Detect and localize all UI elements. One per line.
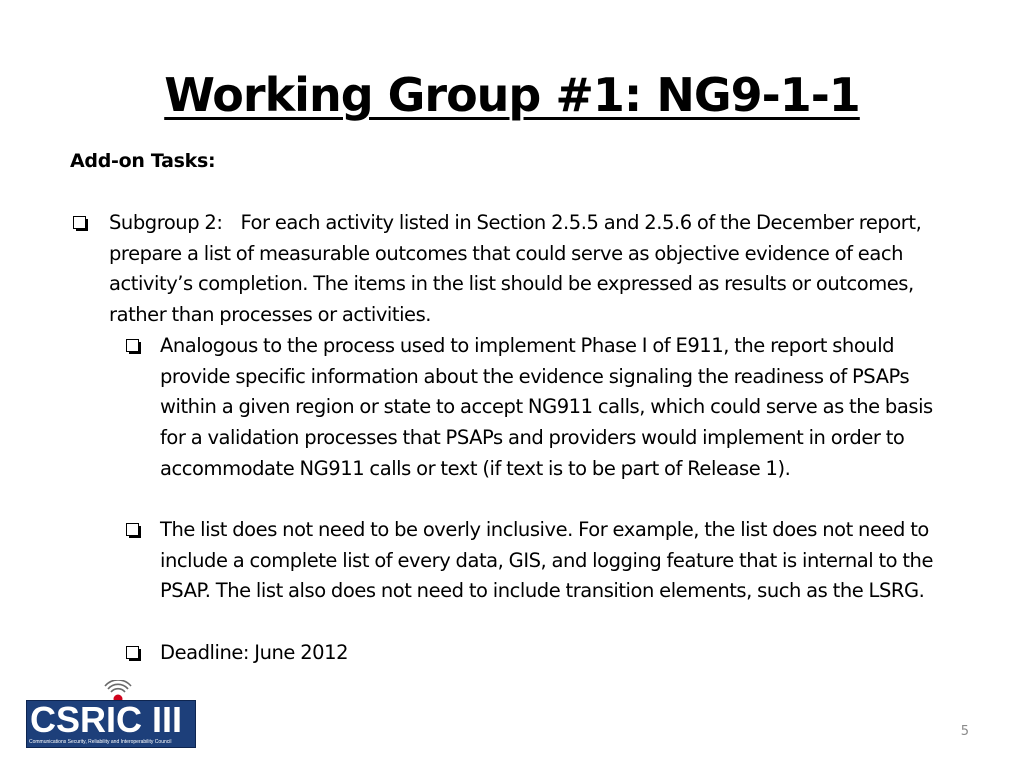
list-item <box>160 331 950 485</box>
bullet-label: Subgroup 2: <box>109 211 223 234</box>
bullet-text <box>109 208 959 331</box>
checkbox-bullet-icon <box>126 339 139 352</box>
bullet-body: For each activity listed in Section 2.5.5 and 2.5.6 of the December report, prepare a list of measurable outcomes that could serve as objective evidence of each activity’s completion. The items in the list should be expressed as results or outcomes, rather than processes or activities. <box>109 211 922 327</box>
sub-bullet-text: Deadline: June 2012 <box>160 641 349 664</box>
checkbox-bullet-icon <box>126 646 139 659</box>
logo-tagline: Communications Security, Reliability and Interoperability Council <box>29 739 172 745</box>
list-item <box>160 515 950 607</box>
list-item <box>109 208 959 331</box>
sub-bullet-text: The list does not need to be overly inclusive. For example, the list does not need to include a complete list of every data, GIS, and logging feature that is internal to the PSAP. The list also does not need to include transition elements, such as the LSRG. <box>160 518 934 603</box>
csric-logo <box>26 680 198 752</box>
subheading: Add-on Tasks: <box>70 150 216 172</box>
checkbox-bullet-icon <box>73 216 86 229</box>
list-item <box>160 638 950 669</box>
sub-bullet-text: Analogous to the process used to implement Phase I of E911, the report should provide specific information about the evidence signaling the readiness of PSAPs within a given region or state to accept NG911 calls, which could serve as the basis for a validation processes that PSAPs and providers would implement in order to accommodate NG911 calls or text (if text is to be part of Release 1). <box>160 334 933 480</box>
slide-title: Working Group #1: NG9-1-1 <box>164 68 860 122</box>
logo-text: CSRIC III <box>30 699 183 740</box>
page-number: 5 <box>960 724 969 739</box>
checkbox-bullet-icon <box>126 523 139 536</box>
